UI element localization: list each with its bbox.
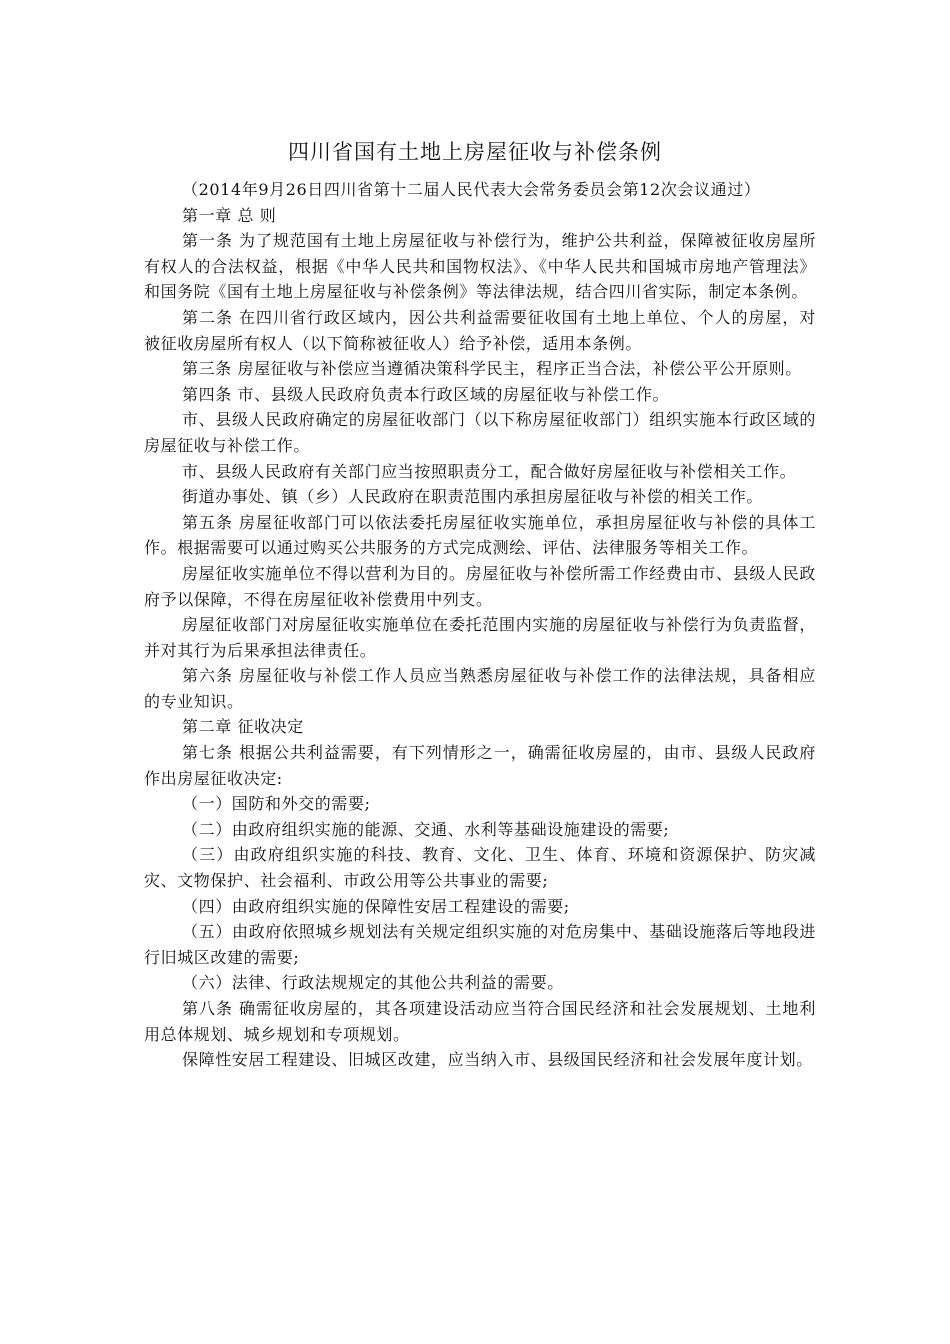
chapter-heading: 第一章 总 则 xyxy=(182,205,277,225)
article-paragraph: 第一条 为了规范国有土地上房屋征收与补偿行为，维护公共利益，保障被征收房屋所有权人的合法权益，根据《中华人民共和国物权法》、《中华人民共和国城市房地产管理法》和国务院《国有土地上房屋征收与补偿条例》等法律法规，结合四川省实际，制定本条例。 xyxy=(144,231,816,302)
article-paragraph: 第三条 房屋征收与补偿应当遵循决策科学民主，程序正当合法，补偿公平公开原则。 xyxy=(182,359,802,379)
list-item: （一）国防和外交的需要; xyxy=(182,794,371,814)
list-item: （三）由政府组织实施的科技、教育、文化、卫生、体育、环境和资源保护、防灾减灾、文物保护、社会福利、市政公用等公共事业的需要; xyxy=(144,845,816,891)
list-item: （五）由政府依照城乡规划法有关规定组织实施的对危房集中、基础设施落后等地段进行旧城区改建的需要; xyxy=(144,922,816,967)
list-item: （六）法律、行政法规规定的其他公共利益的需要。 xyxy=(182,973,564,993)
article-paragraph: 第二条 在四川省行政区域内，因公共利益需要征收国有土地上单位、个人的房屋，对被征收房屋所有权人（以下简称被征收人）给予补偿，适用本条例。 xyxy=(144,307,816,353)
article-paragraph: 第六条 房屋征收与补偿工作人员应当熟悉房屋征收与补偿工作的法律法规，具备相应的专业知识。 xyxy=(144,666,816,711)
document-body xyxy=(144,177,816,1073)
adoption-note: （2014年9月26日四川省第十二届人民代表大会常务委员会第12次会议通过） xyxy=(182,180,761,199)
article-paragraph: 房屋征收部门对房屋征收实施单位在委托范围内实施的房屋征收与补偿行为负责监督，并对其行为后果承担法律责任。 xyxy=(144,615,816,660)
list-item: （二）由政府组织实施的能源、交通、水利等基础设施建设的需要; xyxy=(182,819,670,839)
article-paragraph: 房屋征收实施单位不得以营利为目的。房屋征收与补偿所需工作经费由市、县级人民政府予以保障，不得在房屋征收补偿费用中列支。 xyxy=(144,563,816,609)
article-paragraph: 市、县级人民政府确定的房屋征收部门（以下称房屋征收部门）组织实施本行政区域的房屋征收与补偿工作。 xyxy=(144,410,816,455)
article-paragraph: 街道办事处、镇（乡）人民政府在职责范围内承担房屋征收与补偿的相关工作。 xyxy=(182,487,764,507)
article-paragraph: 保障性安居工程建设、旧城区改建，应当纳入市、县级国民经济和社会发展年度计划。 xyxy=(182,1050,813,1070)
article-paragraph: 第七条 根据公共利益需要，有下列情形之一，确需征收房屋的，由市、县级人民政府作出房屋征收决定: xyxy=(144,743,816,788)
chapter-heading: 第二章 征收决定 xyxy=(182,717,304,737)
article-paragraph: 第八条 确需征收房屋的，其各项建设活动应当符合国民经济和社会发展规划、土地利用总体规划、城乡规划和专项规划。 xyxy=(144,999,816,1044)
article-paragraph: 市、县级人民政府有关部门应当按照职责分工，配合做好房屋征收与补偿相关工作。 xyxy=(182,461,797,481)
document-title: 四川省国有土地上房屋征收与补偿条例 xyxy=(288,140,662,164)
list-item: （四）由政府组织实施的保障性安居工程建设的需要; xyxy=(182,896,570,916)
article-paragraph: 第五条 房屋征收部门可以依法委托房屋征收实施单位，承担房屋征收与补偿的具体工作。根据需要可以通过购买公共服务的方式完成测绘、评估、法律服务等相关工作。 xyxy=(144,512,816,558)
article-paragraph: 第四条 市、县级人民政府负责本行政区域的房屋征收与补偿工作。 xyxy=(182,384,670,404)
